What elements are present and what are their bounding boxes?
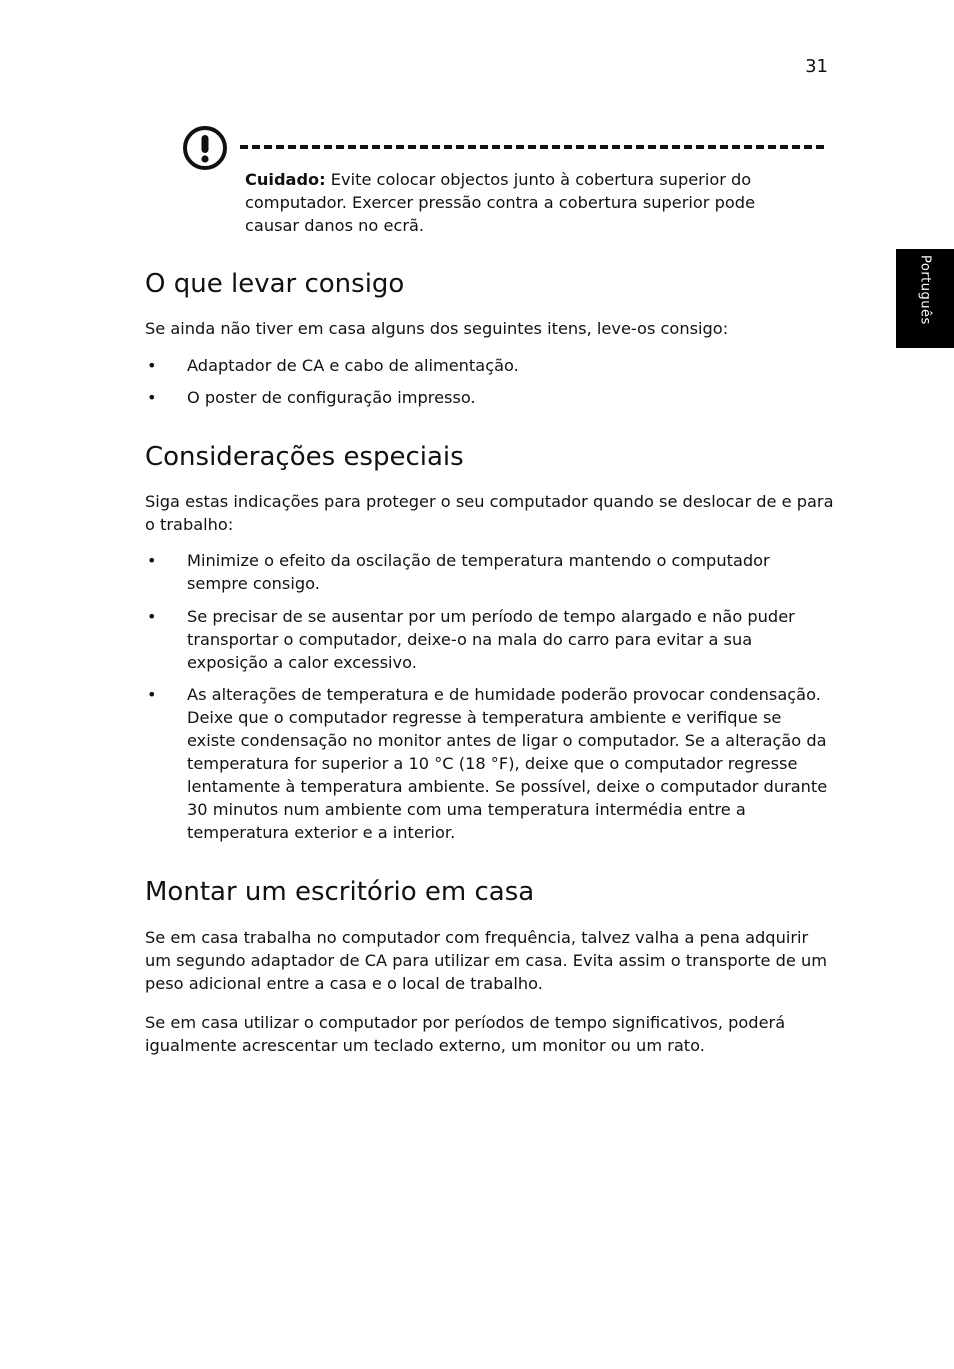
section-title: O que levar consigo [145,269,405,299]
caution-note [245,168,805,237]
section-intro: Siga estas indicações para proteger o seu computador quando se deslocar de e para o trabalho: [145,492,834,534]
language-tab [896,249,954,348]
language-tab-label: Português [917,255,933,325]
list-item-text: Minimize o efeito da oscilação de temperatura mantendo o computador sempre consigo. [187,551,770,593]
caution-body: Evite colocar objectos junto à cobertura superior do computador. Exercer pressão contra a cobertura superior pode causar danos no ecrã. [245,170,756,235]
bullet-icon: • [147,551,157,570]
list-item [145,605,835,674]
list-item [145,549,835,595]
section-intro: Se ainda não tiver em casa alguns dos seguintes itens, leve-os consigo: [145,319,729,338]
section-title: Montar um escritório em casa [145,877,535,907]
section-title: Considerações especiais [145,442,464,472]
bullet-icon: • [147,388,157,407]
section-paragraph: Se em casa utilizar o computador por períodos de tempo significativos, poderá igualmente acrescentar um teclado externo, um monitor ou um rato. [145,1013,786,1055]
list-item [145,683,835,844]
section-paragraph: Se em casa trabalha no computador com frequência, talvez valha a pena adquirir um segundo adaptador de CA para utilizar em casa. Evita assim o transporte de um peso adicional entre a casa e o local de trabalho. [145,928,828,993]
bullet-icon: • [147,607,157,626]
list-item [145,354,835,377]
list-item-text: O poster de configuração impresso. [187,388,476,407]
caution-label: Cuidado: [245,170,326,189]
exclamation-circle-icon [182,125,228,171]
list-item [145,386,835,409]
list-item-text: Se precisar de se ausentar por um período de tempo alargado e não puder transportar o computador, deixe-o na mala do carro para evitar a sua exposição a calor excessivo. [187,607,795,672]
bullet-icon: • [147,356,157,375]
list-item-text: As alterações de temperatura e de humidade poderão provocar condensação. Deixe que o computador regresse à temperatura ambiente e verifique se existe condensação no monitor antes de ligar o computador. Se a alteração da temperatura for superior a 10 °C (18 °F), deixe que o computador regresse lentamente à temperatura ambiente. Se possível, deixe o computador durante 30 minutos num ambiente com uma temperatura intermédia entre a temperatura exterior e a interior. [187,685,828,842]
caution-divider [240,145,824,149]
page-number: 31 [805,56,828,77]
bullet-icon: • [147,685,157,704]
list-item-text: Adaptador de CA e cabo de alimentação. [187,356,519,375]
